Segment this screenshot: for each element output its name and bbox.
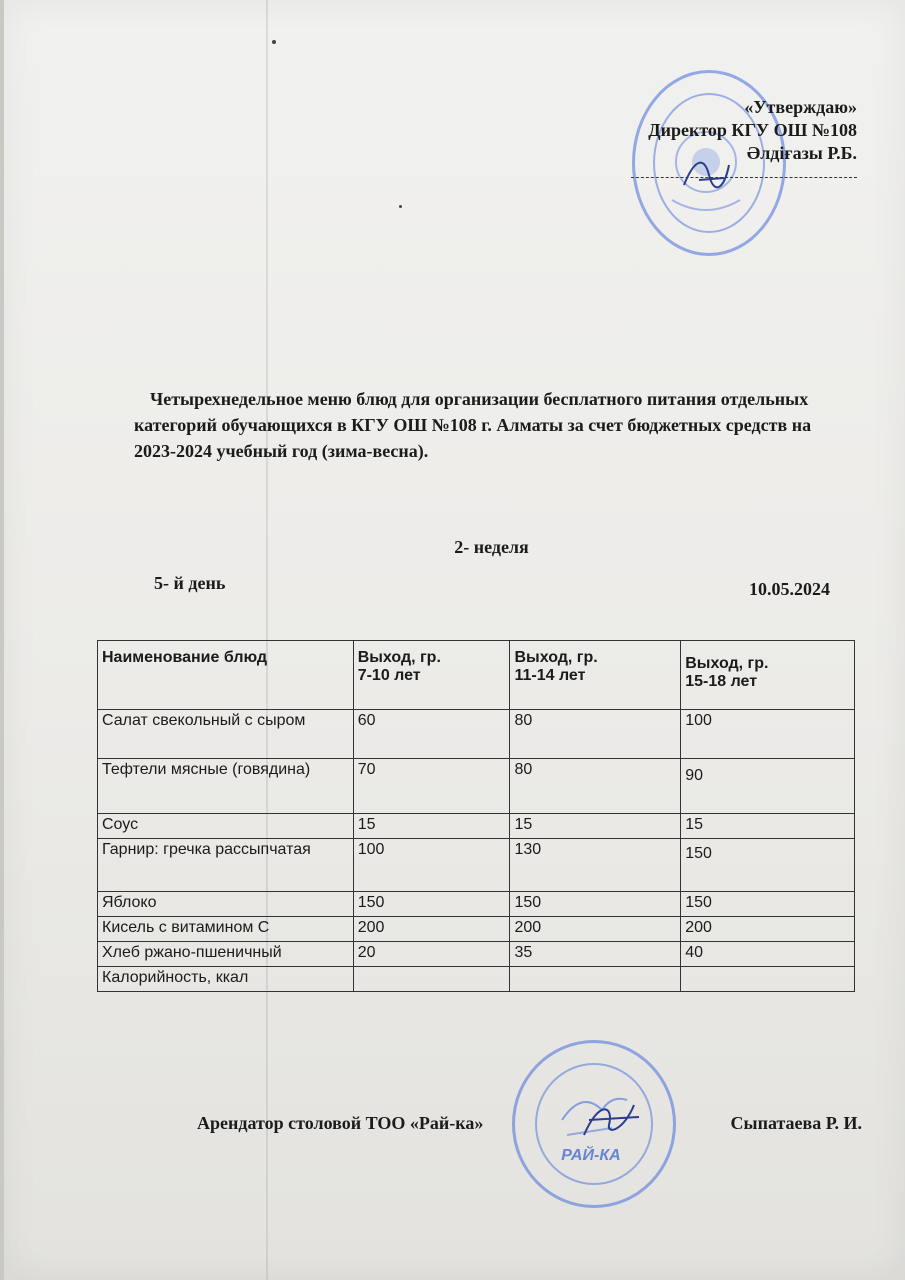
- portion-15-18: 15: [681, 814, 855, 839]
- portion-15-18: [681, 967, 855, 992]
- portion-11-14: 15: [510, 814, 681, 839]
- binding-hole: [272, 40, 276, 44]
- portion-15-18: 100: [681, 710, 855, 759]
- tenant-label: Арендатор столовой ТОО «Рай-ка»: [197, 1113, 484, 1133]
- header-age-7-10: Выход, гр. 7-10 лет: [353, 641, 510, 710]
- approve-label: «Утверждаю»: [744, 97, 857, 117]
- portion-15-18: 150: [681, 892, 855, 917]
- week-label: 2- неделя: [454, 537, 529, 557]
- table-row: [98, 759, 855, 814]
- portion-15-18: 150: [681, 839, 855, 892]
- table-row: [98, 839, 855, 892]
- portion-11-14: 130: [510, 839, 681, 892]
- menu-date: 10.05.2024: [749, 579, 830, 599]
- portion-11-14: [510, 967, 681, 992]
- menu-table: [97, 640, 855, 992]
- portion-7-10: 20: [353, 942, 510, 967]
- header-age-15-18: Выход, гр. 15-18 лет: [681, 641, 855, 710]
- table-row: [98, 917, 855, 942]
- paper-speck: [399, 205, 402, 208]
- tenant-signature: [579, 1095, 649, 1145]
- portion-7-10: 15: [353, 814, 510, 839]
- document-page: [4, 0, 905, 1280]
- dish-name: Кисель с витамином С: [98, 917, 354, 942]
- portion-11-14: 80: [510, 759, 681, 814]
- dish-name: Салат свекольный с сыром: [98, 710, 354, 759]
- dish-name: Яблоко: [98, 892, 354, 917]
- portion-11-14: 35: [510, 942, 681, 967]
- dish-name: Тефтели мясные (говядина): [98, 759, 354, 814]
- director-signature: [679, 150, 739, 195]
- portion-7-10: 200: [353, 917, 510, 942]
- document-title: Четырехнедельное меню блюд для организации бесплатного питания отдельных категорий обучающихся в КГУ ОШ №108 г. Алматы за счет бюджетных средств на 2023-2024 учебный год (зима-весна).: [134, 389, 812, 461]
- day-label: 5- й день: [154, 573, 226, 593]
- signature-line: [631, 165, 857, 178]
- portion-7-10: [353, 967, 510, 992]
- portion-7-10: 150: [353, 892, 510, 917]
- dish-name: Гарнир: гречка рассыпчатая: [98, 839, 354, 892]
- portion-11-14: 80: [510, 710, 681, 759]
- dish-name: Соус: [98, 814, 354, 839]
- table-row: [98, 814, 855, 839]
- table-row: [98, 942, 855, 967]
- table-row: [98, 892, 855, 917]
- portion-15-18: 40: [681, 942, 855, 967]
- director-name: Әлдіғазы Р.Б.: [746, 143, 857, 163]
- table-row: [98, 710, 855, 759]
- header-age-11-14: Выход, гр. 11-14 лет: [510, 641, 681, 710]
- table-row: [98, 967, 855, 992]
- portion-7-10: 60: [353, 710, 510, 759]
- dish-name: Хлеб ржано-пшеничный: [98, 942, 354, 967]
- portion-11-14: 150: [510, 892, 681, 917]
- menu-table-header: [98, 641, 855, 710]
- header-dish: Наименование блюд: [98, 641, 354, 710]
- portion-15-18: 200: [681, 917, 855, 942]
- stamp-logo-text: РАЙ-КА: [561, 1147, 621, 1164]
- director-title: Директор КГУ ОШ №108: [648, 120, 857, 140]
- approval-block: [631, 96, 857, 178]
- tenant-signer: Сыпатаева Р. И.: [730, 1113, 862, 1133]
- dish-name: Калорийность, ккал: [98, 967, 354, 992]
- portion-11-14: 200: [510, 917, 681, 942]
- portion-7-10: 70: [353, 759, 510, 814]
- portion-7-10: 100: [353, 839, 510, 892]
- portion-15-18: 90: [681, 759, 855, 814]
